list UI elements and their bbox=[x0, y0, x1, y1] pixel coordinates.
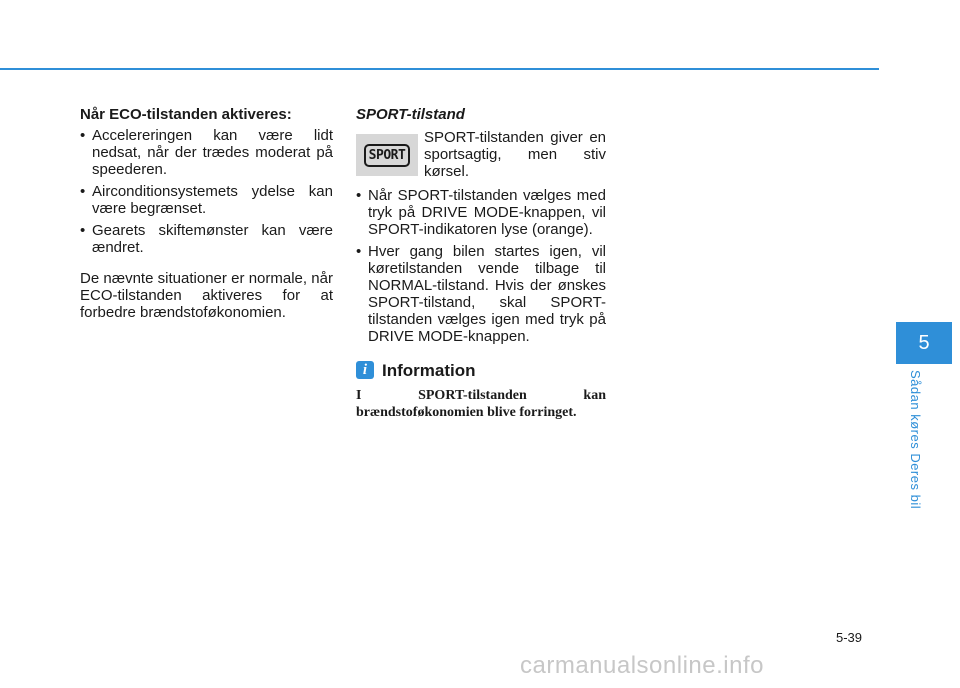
list-item: • Accelereringen kan være lidt nedsat, når der trædes moderat på speederen. bbox=[80, 127, 333, 178]
eco-bullet-list bbox=[80, 127, 333, 256]
list-item: • Når SPORT-tilstanden vælges med tryk på DRIVE MODE-knappen, vil SPORT-indikatoren lyse (orange). bbox=[356, 187, 606, 238]
information-title: Information bbox=[382, 360, 476, 380]
watermark: carmanualsonline.info bbox=[520, 652, 764, 679]
info-word: SPORT-tilstanden bbox=[418, 388, 527, 403]
info-word: kan bbox=[583, 388, 606, 403]
sport-bullet-list bbox=[356, 187, 606, 345]
list-item: • Airconditionsystemets ydelse kan være begrænset. bbox=[80, 183, 333, 217]
info-word: I bbox=[356, 388, 362, 403]
sport-indicator-icon bbox=[356, 134, 418, 176]
middle-column bbox=[356, 106, 606, 421]
list-item: • Gearets skiftemønster kan være ændret. bbox=[80, 222, 333, 256]
eco-heading: Når ECO-tilstanden aktiveres: bbox=[80, 106, 292, 123]
sport-description: SPORT-tilstanden giver en sportsagtig, men stiv kørsel. bbox=[424, 129, 606, 180]
sport-badge-label: SPORT bbox=[364, 144, 411, 167]
info-line: brændstoføkonomien blive forringet. bbox=[356, 405, 577, 420]
header-rule bbox=[0, 68, 879, 70]
eco-paragraph: De nævnte situationer er normale, når ECO-tilstanden aktiveres for at forbedre brændstoføkonomien. bbox=[80, 270, 333, 321]
sport-intro bbox=[356, 129, 606, 181]
information-icon: i bbox=[356, 361, 374, 379]
left-column bbox=[80, 106, 333, 321]
information-header bbox=[356, 361, 606, 379]
chapter-tab: 5 bbox=[896, 322, 952, 364]
list-item: • Hver gang bilen startes igen, vil køretilstanden vende tilbage til NORMAL-tilstand. Hvis der ønskes SPORT-tilstand, skal SPORT-tilstanden vælges igen med tryk på DRIVE MODE-knappen. bbox=[356, 243, 606, 345]
sport-section-title: SPORT-tilstand bbox=[356, 106, 465, 123]
chapter-title: Sådan køres Deres bil bbox=[908, 370, 923, 510]
information-text bbox=[356, 387, 606, 421]
page-number: 5-39 bbox=[836, 630, 863, 645]
